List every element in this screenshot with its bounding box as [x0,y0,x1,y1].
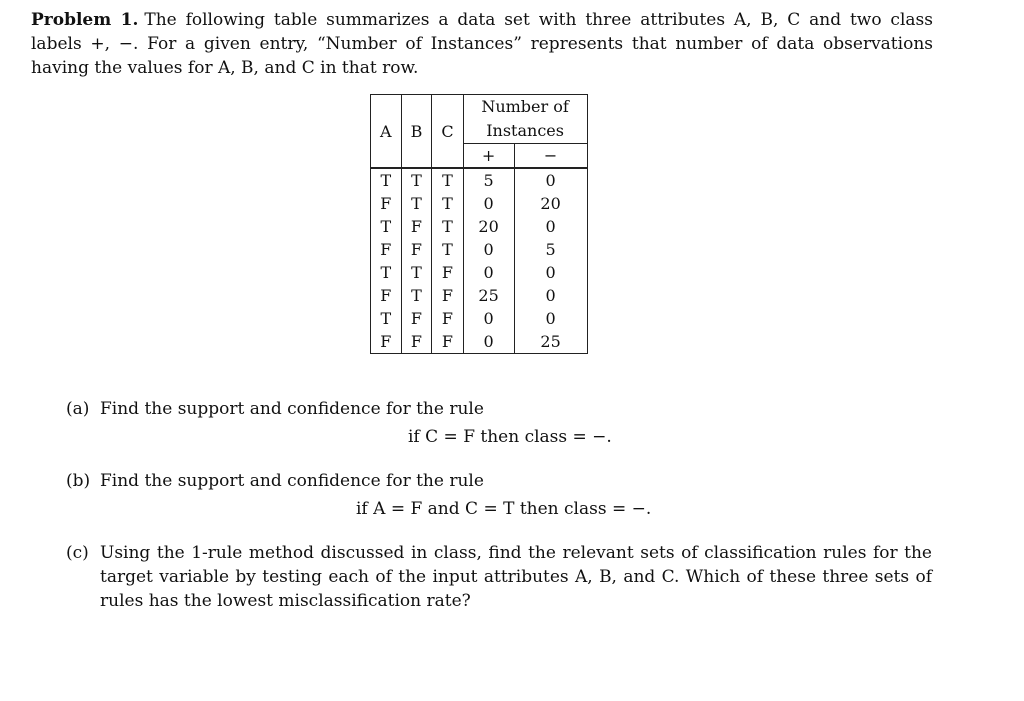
table-row [371,168,588,192]
question-b-rule: if A = F and C = T then class = −. [356,499,652,519]
question-a-label: (a) [66,399,90,419]
cell-a: T [371,215,402,238]
header-plus: + [463,144,514,169]
question-c [66,541,932,613]
table-row [371,307,588,330]
cell-plus: 0 [463,261,514,284]
cell-minus: 25 [514,330,587,354]
cell-c: T [432,168,463,192]
cell-minus: 5 [514,238,587,261]
cell-minus: 0 [514,284,587,307]
cell-minus: 20 [514,192,587,215]
cell-c: F [432,284,463,307]
cell-plus: 0 [463,238,514,261]
header-number-of-instances [463,95,587,144]
cell-c: F [432,307,463,330]
cell-c: F [432,261,463,284]
cell-b: T [401,261,432,284]
cell-minus: 0 [514,168,587,192]
question-b [66,469,932,493]
question-b-text: Find the support and confidence for the rule [100,471,484,491]
cell-a: F [371,192,402,215]
header-b: B [401,95,432,169]
cell-plus: 20 [463,215,514,238]
question-c-label: (c) [66,543,89,563]
cell-b: F [401,215,432,238]
cell-a: T [371,307,402,330]
cell-plus: 0 [463,330,514,354]
cell-a: T [371,261,402,284]
question-a-text: Find the support and confidence for the rule [100,399,484,419]
cell-b: T [401,284,432,307]
cell-a: F [371,330,402,354]
cell-c: T [432,192,463,215]
cell-c: T [432,238,463,261]
header-minus: − [514,144,587,169]
table-row [371,238,588,261]
cell-plus: 5 [463,168,514,192]
cell-a: F [371,238,402,261]
data-table [370,94,588,354]
cell-plus: 25 [463,284,514,307]
cell-b: F [401,238,432,261]
question-a [66,397,932,421]
cell-c: F [432,330,463,354]
cell-plus: 0 [463,192,514,215]
cell-b: F [401,307,432,330]
cell-a: F [371,284,402,307]
question-c-text: Using the 1-rule method discussed in class, find the relevant sets of classification rules for the target variable by testing each of the input attributes A, B, and C. Which of these three sets of rules has the lowest misclassification rate? [100,543,932,611]
data-table-container [370,94,588,354]
header-a: A [371,95,402,169]
cell-b: T [401,192,432,215]
table-row [371,330,588,354]
cell-b: T [401,168,432,192]
cell-minus: 0 [514,261,587,284]
cell-minus: 0 [514,215,587,238]
header-c: C [432,95,463,169]
table-row [371,284,588,307]
table-row [371,215,588,238]
problem-intro [31,8,933,80]
header-instances-line2: Instances [486,121,564,140]
table-row [371,192,588,215]
cell-a: T [371,168,402,192]
question-b-label: (b) [66,471,91,491]
cell-c: T [432,215,463,238]
cell-b: F [401,330,432,354]
cell-minus: 0 [514,307,587,330]
cell-plus: 0 [463,307,514,330]
header-instances-line1: Number of [481,97,569,116]
problem-label: Problem 1. [31,10,139,30]
table-row [371,261,588,284]
problem-intro-text: The following table summarizes a data set with three attributes A, B, C and two class labels +, −. For a given entry, “Number of Instances” represents that number of data observations having the values for A, B, and C in that row. [31,10,933,78]
question-a-rule: if C = F then class = −. [408,427,612,447]
